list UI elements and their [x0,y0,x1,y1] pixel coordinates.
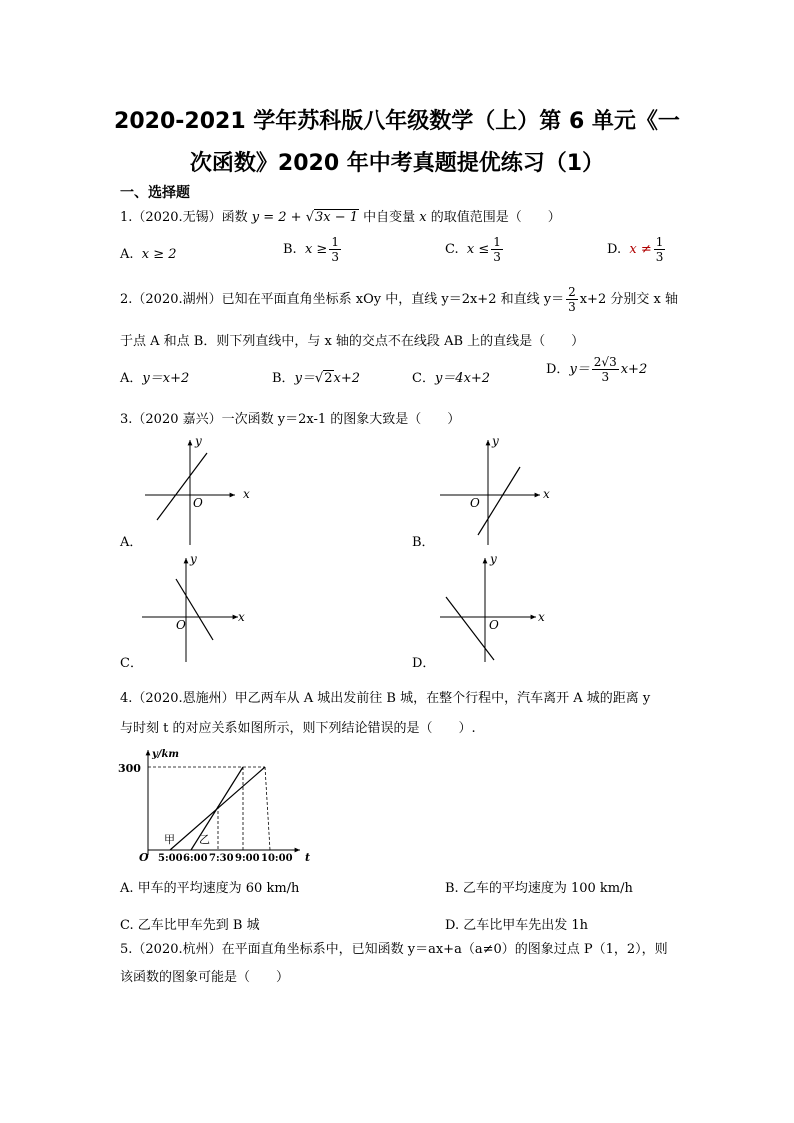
option-expr: x ≠ [629,242,652,257]
q1-stem: 1.（2020.无锡）函数 y = 2 + √3x − 1 中自变量 x 的取值范围是（ ） [120,210,561,225]
q5-line2: 该函数的图象可能是（ ） [120,970,290,985]
q4-line2: 与时刻 t 的对应关系如图所示，则下列结论错误的是（ ）. [120,721,476,736]
q1-stem-b: 中自变量 [359,210,420,225]
option-expr: y＝ [569,362,590,377]
frac-den: 3 [331,250,339,264]
option-expr: x ≤ [466,242,490,257]
q3-option-d: D． [412,656,436,671]
q4-line1: 4.（2020.恩施州）甲乙两车从 A 城出发前往 B 城，在整个行程中，汽车离开 A 城的距离 y [120,691,651,706]
q4-origin: O [139,851,149,864]
option-expr: x ≥ 2 [141,247,177,262]
q2-text-b: x+2 分别交 x 轴 [579,292,678,307]
q2-line2: 于点 A 和点 B．则下列直线中，与 x 轴的交点不在线段 AB 上的直线是（ ） [120,334,585,349]
q4-car-jia: 甲 [164,833,175,846]
q4-option-b: B. 乙车的平均速度为 100 km/h [445,881,633,896]
q4-option-a: A. 甲车的平均速度为 60 km/h [120,881,300,896]
frac-num: 2√3 [593,355,617,369]
axis-x-label: x [543,487,550,501]
graph-a [145,440,235,545]
q4-xlabel: t [305,851,311,864]
axis-y-label: y [190,552,197,566]
option-letter: D． [546,362,570,377]
q5-line1: 5.（2020.杭州）在平面直角坐标系中，已知函数 y＝ax+a（a≠0）的图象过点 P（1，2），则 [120,942,668,957]
origin-label: O [470,496,480,510]
q1-formula: y = 2 + [251,210,306,225]
page-title-line2: 次函数》2020 年中考真题提优练习（1） [189,151,605,176]
graph-c [142,558,238,662]
q4-option-c: C. 乙车比甲车先到 B 城 [120,918,260,933]
origin-label: O [489,618,499,632]
axis-y-label: y [492,434,499,448]
option-letter: C． [412,371,435,386]
option-letter: A. [120,247,134,262]
axis-x-label: x [538,610,545,624]
axis-y-label: y [195,434,202,448]
q4-tick: 10:00 [261,853,293,864]
origin-label: O [193,496,203,510]
q1-stem-c: 的取值范围是（ ） [426,210,561,225]
q4-tick: 6:00 [183,853,208,864]
frac-den: 3 [601,370,610,384]
frac-num: 1 [655,235,664,249]
radicand: 2 [324,371,333,386]
frac-num: 1 [331,235,339,249]
q3-option-c: C． [120,656,143,671]
q4-ylabel: y/km [152,749,179,760]
frac-den: 3 [568,300,576,314]
axis-y-label: y [490,552,497,566]
q1-var: x [419,210,427,225]
option-expr: y＝4x+2 [434,371,491,386]
frac-num: 2 [568,285,576,299]
option-expr: x ≥ [304,242,328,257]
option-expr: x+2 [333,371,360,386]
option-letter: D. [607,242,622,257]
q2-text-a: 2.（2020.湖州）已知在平面直角坐标系 xOy 中，直线 y＝2x+2 和直线 y＝ [120,292,565,307]
q2-option-b: B．y＝√2x+2 [272,371,360,386]
frac-den: 3 [655,250,664,264]
option-expr: y＝x+2 [142,371,190,386]
origin-label: O [176,618,186,632]
option-letter: B． [272,371,295,386]
q1-radicand: 3x − 1 [315,210,359,225]
page-title-line1: 2020-2021 学年苏科版八年级数学（上）第 6 单元《一 [114,109,680,134]
axis-x-label: x [243,487,250,501]
option-letter: C. [445,242,459,257]
frac-den: 3 [493,250,501,264]
graph-b [440,440,540,545]
section-heading: 一、选择题 [120,185,190,201]
q3-option-b: B． [412,535,435,550]
option-letter: A． [120,371,143,386]
q4-y300: 300 [118,762,141,775]
option-expr: x+2 [620,362,648,377]
option-expr: y＝ [294,371,315,386]
q4-tick: 7:30 [209,853,234,864]
q4-option-d: D. 乙车比甲车先出发 1h [445,918,589,933]
q4-tick: 9:00 [235,853,260,864]
q1-stem-a: 1.（2020.无锡）函数 [120,210,252,225]
q4-tick: 5:00 [158,853,183,864]
graph-d [440,558,536,662]
q3-option-a: A． [120,535,143,550]
axis-x-label: x [238,610,245,624]
frac-num: 1 [493,235,501,249]
q4-car-yi: 乙 [199,833,210,846]
q3-stem: 3.（2020 嘉兴）一次函数 y＝2x-1 的图象大致是（ ） [120,412,461,427]
option-letter: B. [283,242,297,257]
